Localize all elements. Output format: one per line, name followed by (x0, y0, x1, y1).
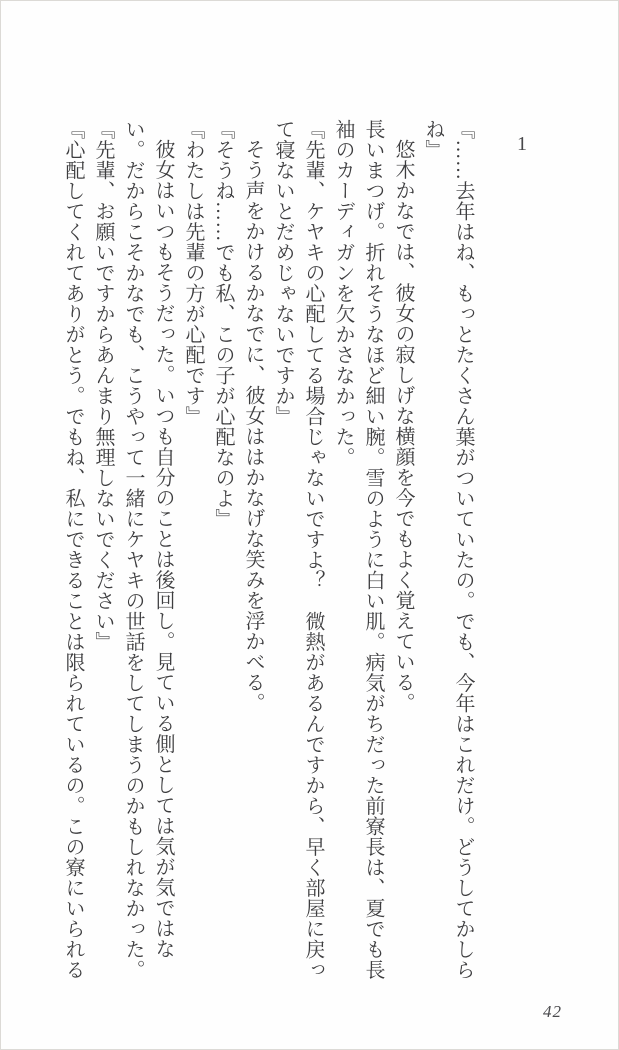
paragraph-dialogue-onegai: 『先輩、お願いですからあんまり無理しないでください』 (92, 119, 114, 652)
chapter-number: 1 (511, 133, 533, 156)
paragraph-dialogue-last-year: 『……去年はね、もっとたくさん葉がついていたの。でも、今年はこれだけ。どうしてかしらね』 (422, 119, 474, 980)
vertical-text-block (58, 119, 537, 987)
paragraph-dialogue-thanks: 『心配してくれてありがとう。でもね、私にできることは限られているの。この寮にいられる (62, 119, 84, 980)
paragraph-dialogue-watashi: 『わたしは先輩の方が心配です』 (182, 119, 204, 427)
paragraph-narration-yuuki-kanade: 悠木かなでは、彼女の寂しげな横顔を今でもよく覚えている。 (392, 139, 414, 713)
paragraph-dialogue-senpai-keyaki: 『先輩、ケヤキの心配してる場合じゃないですよ？ 微熱があるんですから、早く部屋に戻って寝ないとだめじゃないですか』 (272, 119, 324, 980)
paragraph-narration-description: 長いまつげ。折れそうなほど細い腕。雪のように白い肌。病気がちだった前寮長は、夏でも長袖のカーディガンを欠かさなかった。 (332, 119, 384, 980)
paragraph-narration-smile: そう声をかけるかなでに、彼女ははかなげな笑みを浮かべる。 (242, 139, 264, 713)
paragraph-narration-always: 彼女はいつもそうだった。いつも自分のことは後回し。見ている側としては気が気ではない。だからこそかなでも、こうやって一緒にケヤキの世話をしてしまうのかもしれなかった。 (122, 119, 174, 980)
paragraph-dialogue-soune: 『そうね……でも私、この子が心配なのよ』 (212, 119, 234, 529)
page-number: 42 (543, 1002, 562, 1021)
